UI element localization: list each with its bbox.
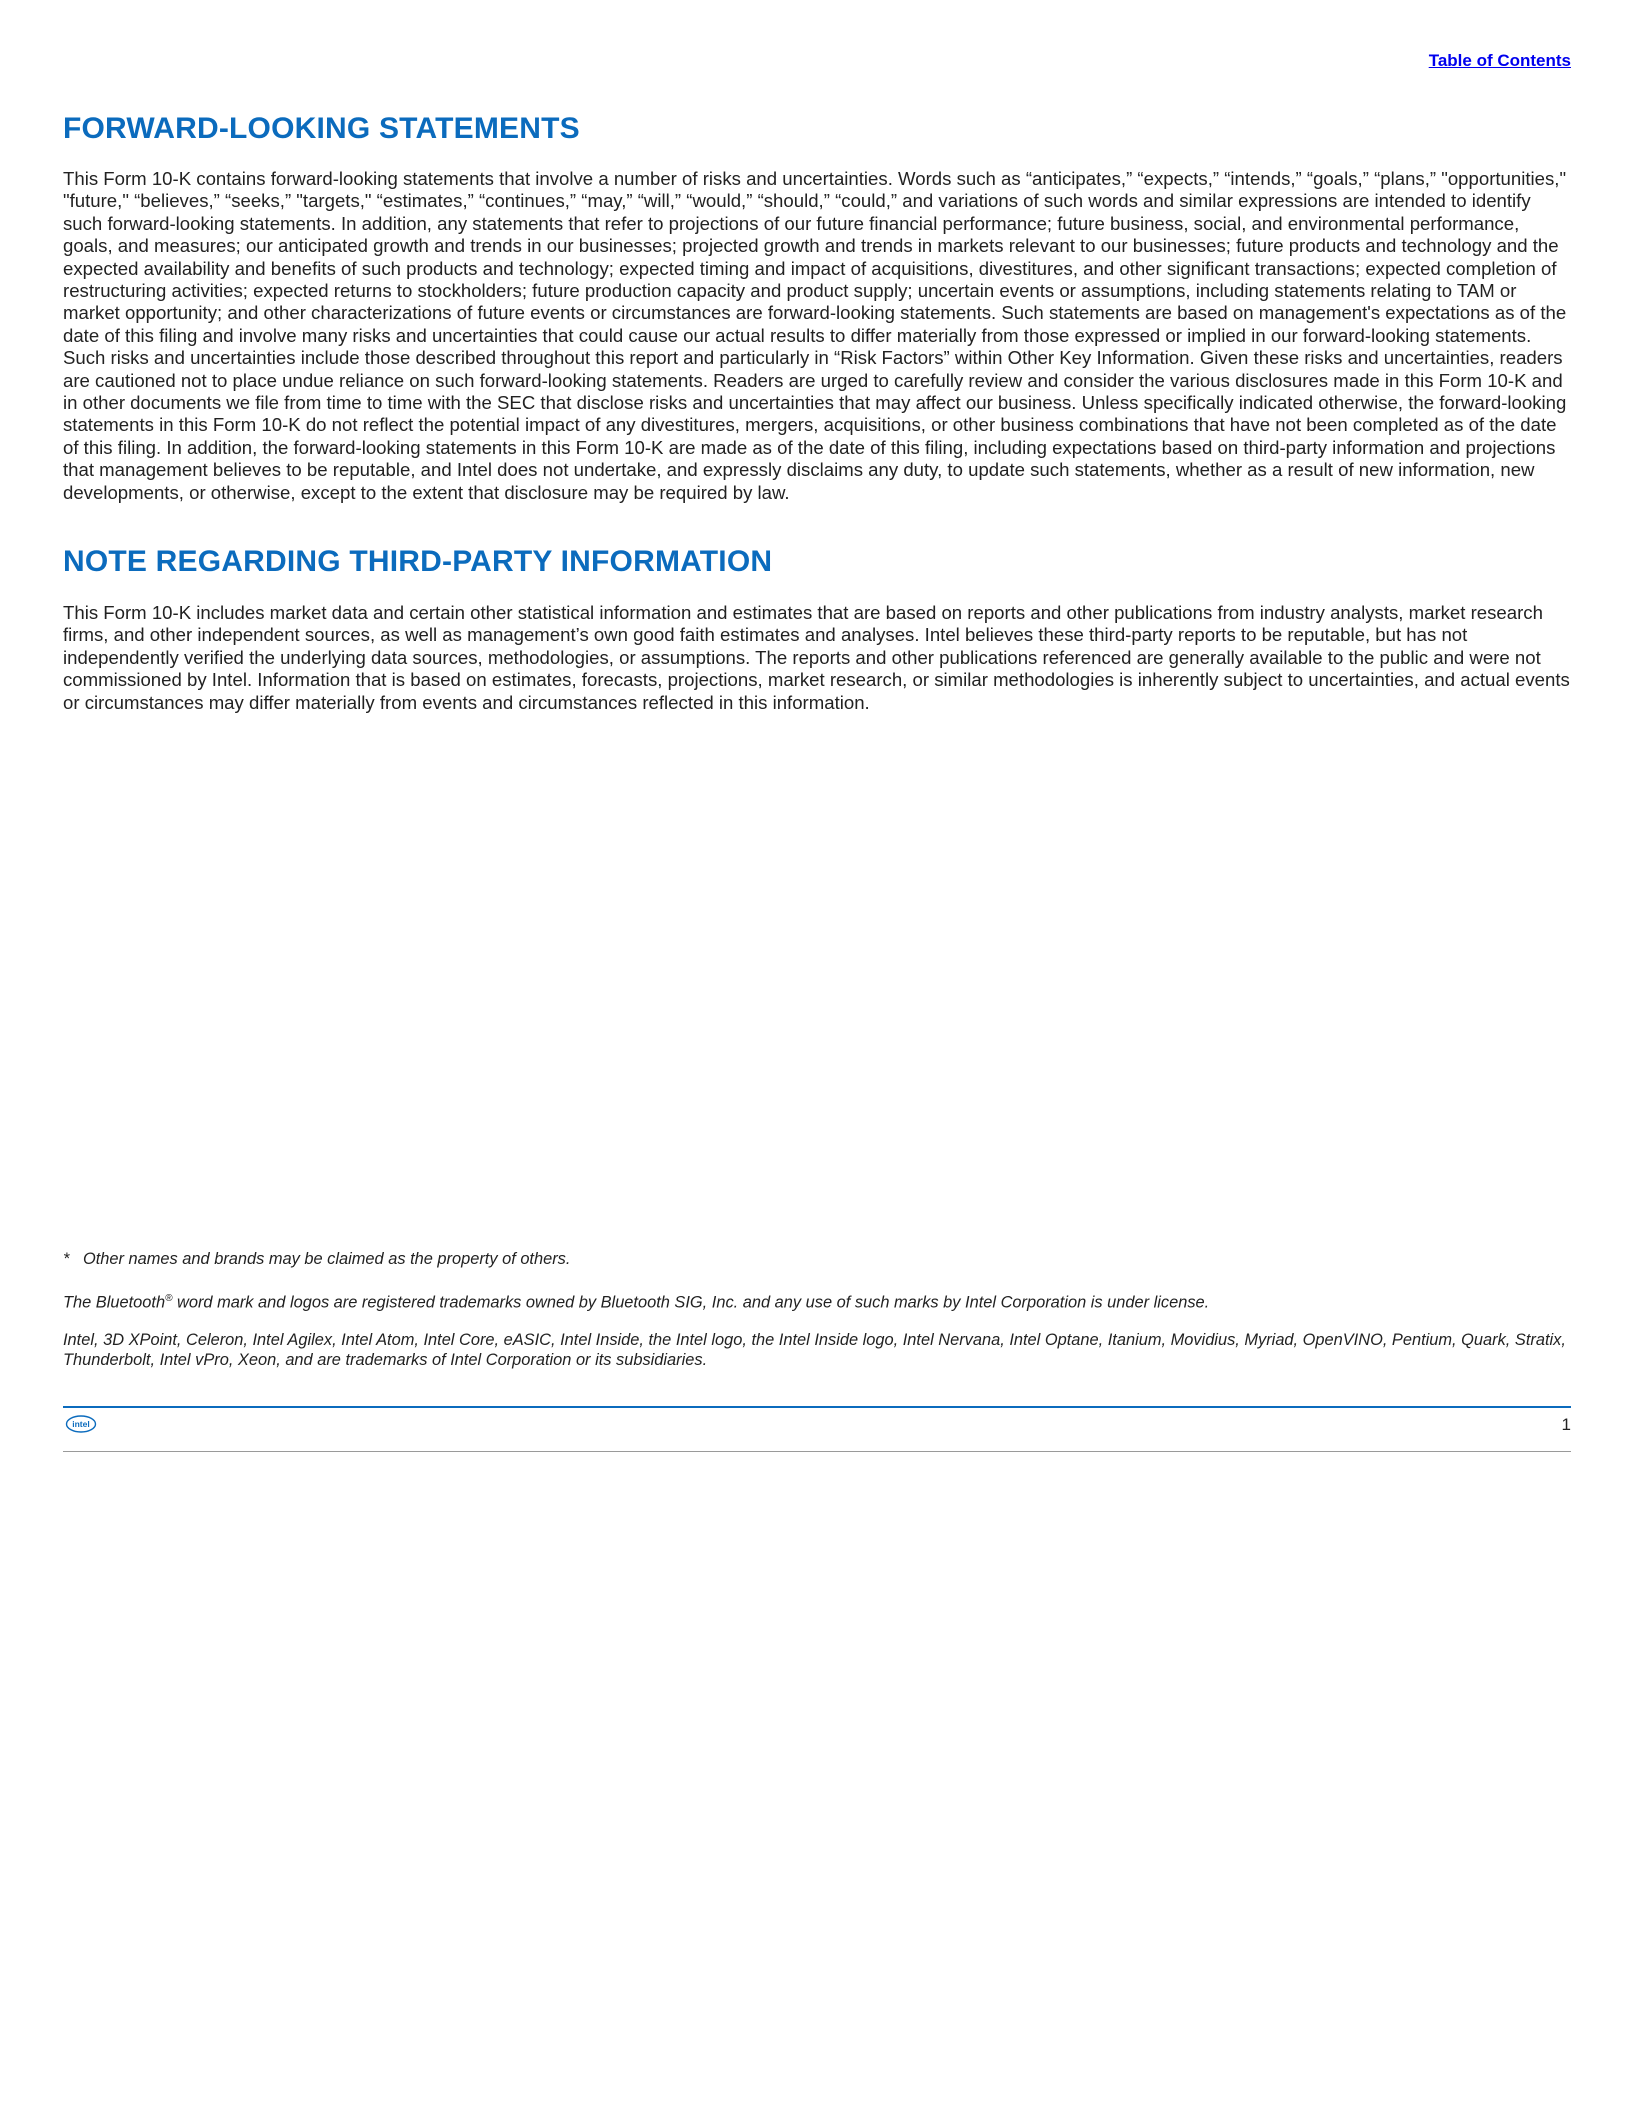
- footnote-bluetooth-prefix: The Bluetooth: [63, 1292, 166, 1311]
- footnote-other-brands-text: Other names and brands may be claimed as the property of others.: [83, 1250, 571, 1268]
- footnote-trademarks: Intel, 3D XPoint, Celeron, Intel Agilex, Intel Atom, Intel Core, eASIC, Intel Inside, the Intel logo, the Intel Inside logo, Intel Nervana, Intel Optane, Itanium, Movidius, Myriad, OpenVINO, Pentium, Quark, Stratix, Thunderbolt, Intel vPro, Xeon, and are trademarks of Intel Corporation or its subsidiaries.: [63, 1331, 1566, 1369]
- forward-looking-paragraph: This Form 10-K contains forward-looking statements that involve a number of risks and uncertainties. Words such as “anticipates,” “expects,” “intends,” “goals,” “plans,” "opportunities," "future," “believes,” “seeks,” "targets," “estimates,” “continues,” “may,” “will,” “would,” “should,” “could,” and variations of such words and similar expressions are intended to identify such forward-looking statements. In addition, any statements that refer to projections of our future financial performance; future business, social, and environmental performance, goals, and measures; our anticipated growth and trends in our businesses; projected growth and trends in markets relevant to our businesses; future products and technology and the expected availability and benefits of such products and technology; expected timing and impact of acquisitions, divestitures, and other significant transactions; expected completion of restructuring activities; expected returns to stockholders; future production capacity and product supply; uncertain events or assumptions, including statements relating to TAM or market opportunity; and other characterizations of future events or circumstances are forward-looking statements. Such statements are based on management's expectations as of the date of this filing and involve many risks and uncertainties that could cause our actual results to differ materially from those expressed or implied in our forward-looking statements. Such risks and uncertainties include those described throughout this report and particularly in “Risk Factors” within Other Key Information. Given these risks and uncertainties, readers are cautioned not to place undue reliance on such forward-looking statements. Readers are urged to carefully review and consider the various disclosures made in this Form 10-K and in other documents we file from time to time with the SEC that disclose risks and uncertainties that may affect our business. Unless specifically indicated otherwise, the forward-looking statements in this Form 10-K do not reflect the potential impact of any divestitures, mergers, acquisitions, or other business combinations that have not been completed as of the date of this filing. In addition, the forward-looking statements in this Form 10-K are made as of the date of this filing, including expectations based on third-party information and projections that management believes to be reputable, and Intel does not undertake, and expressly disclaims any duty, to update such statements, whether as a result of new information, new developments, or otherwise, except to the extent that disclosure may be required by law.: [63, 168, 1567, 503]
- third-party-title: NOTE REGARDING THIRD-PARTY INFORMATION: [63, 545, 773, 578]
- forward-looking-title: FORWARD-LOOKING STATEMENTS: [63, 112, 580, 145]
- table-of-contents-link[interactable]: Table of Contents: [1428, 51, 1571, 70]
- footer-divider-blue: [63, 1406, 1571, 1408]
- third-party-paragraph: This Form 10-K includes market data and certain other statistical information and estimates that are based on reports and other publications from industry analysts, market research firms, and other independent sources, as well as management’s own good faith estimates and analyses. Intel believes these third-party reports to be reputable, but has not independently verified the underlying data sources, methodologies, or assumptions. The reports and other publications referenced are generally available to the public and were not commissioned by Intel. Information that is based on estimates, forecasts, projections, market research, or similar methodologies is inherently subject to uncertainties, and actual events or circumstances may differ materially from events and circumstances reflected in this information.: [63, 602, 1570, 713]
- footer-divider-grey: [63, 1451, 1571, 1452]
- page-number: 1: [1561, 1415, 1571, 1434]
- footnote-bluetooth: [63, 1289, 1571, 1313]
- registered-mark: ®: [165, 1292, 173, 1304]
- footnote-other-brands: [63, 1250, 1571, 1270]
- intel-logo-icon: [65, 1414, 97, 1434]
- footnotes: [63, 1250, 1571, 1370]
- footnote-asterisk: *: [63, 1250, 70, 1268]
- footnote-bluetooth-rest: word mark and logos are registered trademarks owned by Bluetooth SIG, Inc. and any use of such marks by Intel Corporation is under license.: [172, 1292, 1210, 1311]
- intel-logo-text: intel: [72, 1419, 90, 1429]
